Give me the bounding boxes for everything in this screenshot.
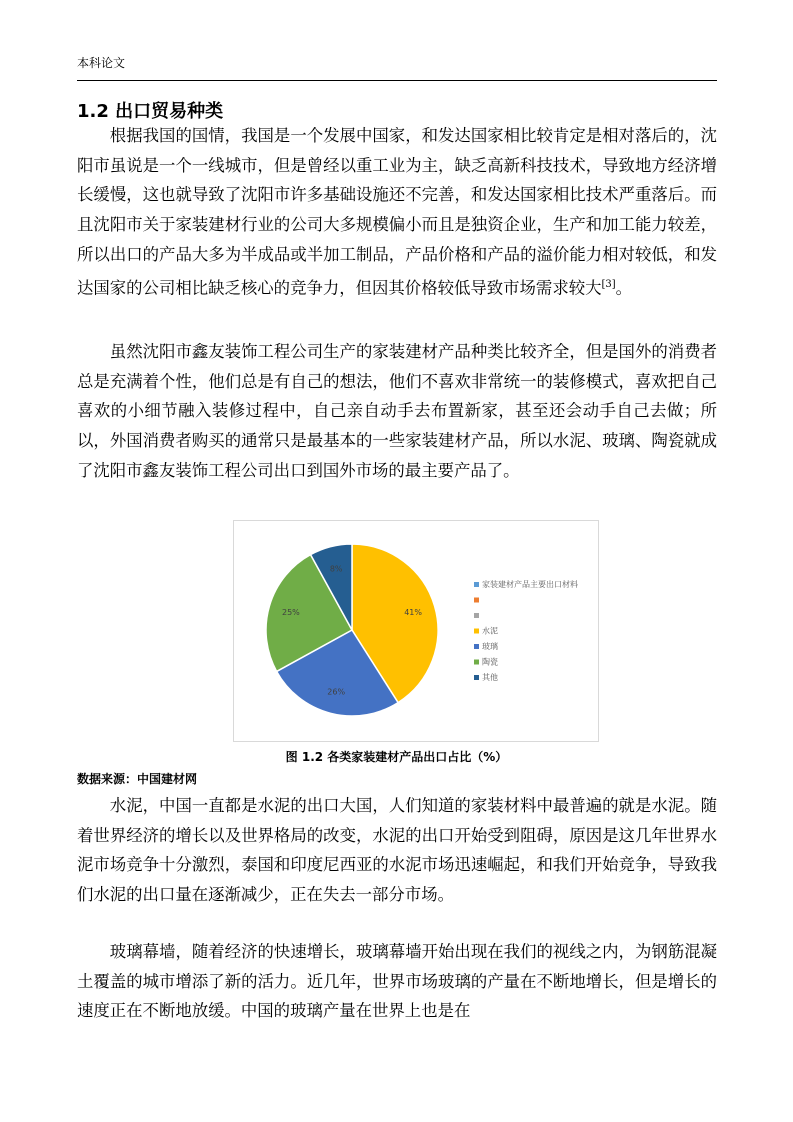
pie-chart (234, 521, 598, 741)
data-source: 数据来源：中国建材网 (77, 772, 198, 786)
paragraph-1-text: 根据我国的国情，我国是一个发展中国家，和发达国家相比较肯定是相对落后的，沈阳市虽说是一个一线城市，但是曾经以重工业为主，缺乏高新科技技术，导致地方经济增长缓慢，这也就导致了沈阳市许多基础设施还不完善，和发达国家相比技术严重落后。而且沈阳市关于家装建材行业的公司大多规模偏小而且是独资企业，生产和加工能力较差，所以出口的产品大多为半成品或半加工制品，产品价格和产品的溢价能力相对较低，和发达国家的公司相比缺乏核心的竞争力，但因其价格较低导致市场需求较大 (77, 126, 717, 297)
legend-swatch-0 (474, 582, 479, 587)
paragraph-3: 水泥，中国一直都是水泥的出口大国，人们知道的家装材料中最普遍的就是水泥。随着世界经济的增长以及世界格局的改变，水泥的出口开始受到阻碍，原因是这几年世界水泥市场竞争十分激烈，泰国和印度尼西亚的水泥市场迅速崛起，和我们开始竞争，导致我们水泥的出口量在逐渐减少，正在失去一部分市场。 (77, 796, 717, 905)
pie-slice-label-0: 41% (404, 608, 423, 618)
legend-label-6: 其他 (482, 673, 498, 682)
pie-chart-figure (233, 520, 599, 742)
legend-swatch-6 (474, 675, 479, 680)
legend-swatch-2 (474, 613, 479, 618)
header-rule (77, 80, 717, 81)
page-header: 本科论文 (77, 56, 126, 70)
legend-swatch-1 (474, 598, 479, 603)
legend-swatch-4 (474, 644, 479, 649)
paragraph-4: 玻璃幕墙，随着经济的快速增长，玻璃幕墙开始出现在我们的视线之内，为钢筋混凝土覆盖的城市增添了新的活力。近几年，世界市场玻璃的产量在不断地增长，但是增长的速度正在不断地放缓。中国的玻璃产量在世界上也是在 (77, 942, 717, 1021)
legend-label-4: 玻璃 (482, 642, 498, 651)
pie-slice-label-1: 26% (327, 687, 346, 697)
paragraph-2: 虽然沈阳市鑫友装饰工程公司生产的家装建材产品种类比较齐全，但是国外的消费者总是充满着个性，他们总是有自己的想法，他们不喜欢非常统一的装修模式，喜欢把自己喜欢的小细节融入装修过程中，自己亲自动手去布置新家，甚至还会动手自己去做；所以，外国消费者购买的通常只是最基本的一些家装建材产品，所以水泥、玻璃、陶瓷就成了沈阳市鑫友装饰工程公司出口到国外市场的最主要产品了。 (77, 342, 717, 480)
paragraph-1-end: 。 (615, 277, 633, 297)
figure-caption: 图 1.2 各类家装建材产品出口占比（%） (285, 750, 508, 764)
legend-label-3: 水泥 (482, 626, 498, 636)
legend-swatch-5 (474, 660, 479, 665)
paragraph-1 (77, 121, 717, 303)
legend-swatch-3 (474, 629, 479, 634)
pie-slice-label-3: 8% (329, 564, 343, 574)
citation-ref: [3] (601, 278, 616, 290)
section-title: 1.2 出口贸易种类 (77, 101, 224, 122)
legend-label-0: 家装建材产品主要出口材料 (482, 580, 578, 589)
legend-label-5: 陶瓷 (482, 657, 498, 667)
pie-slice-label-2: 25% (281, 608, 300, 618)
